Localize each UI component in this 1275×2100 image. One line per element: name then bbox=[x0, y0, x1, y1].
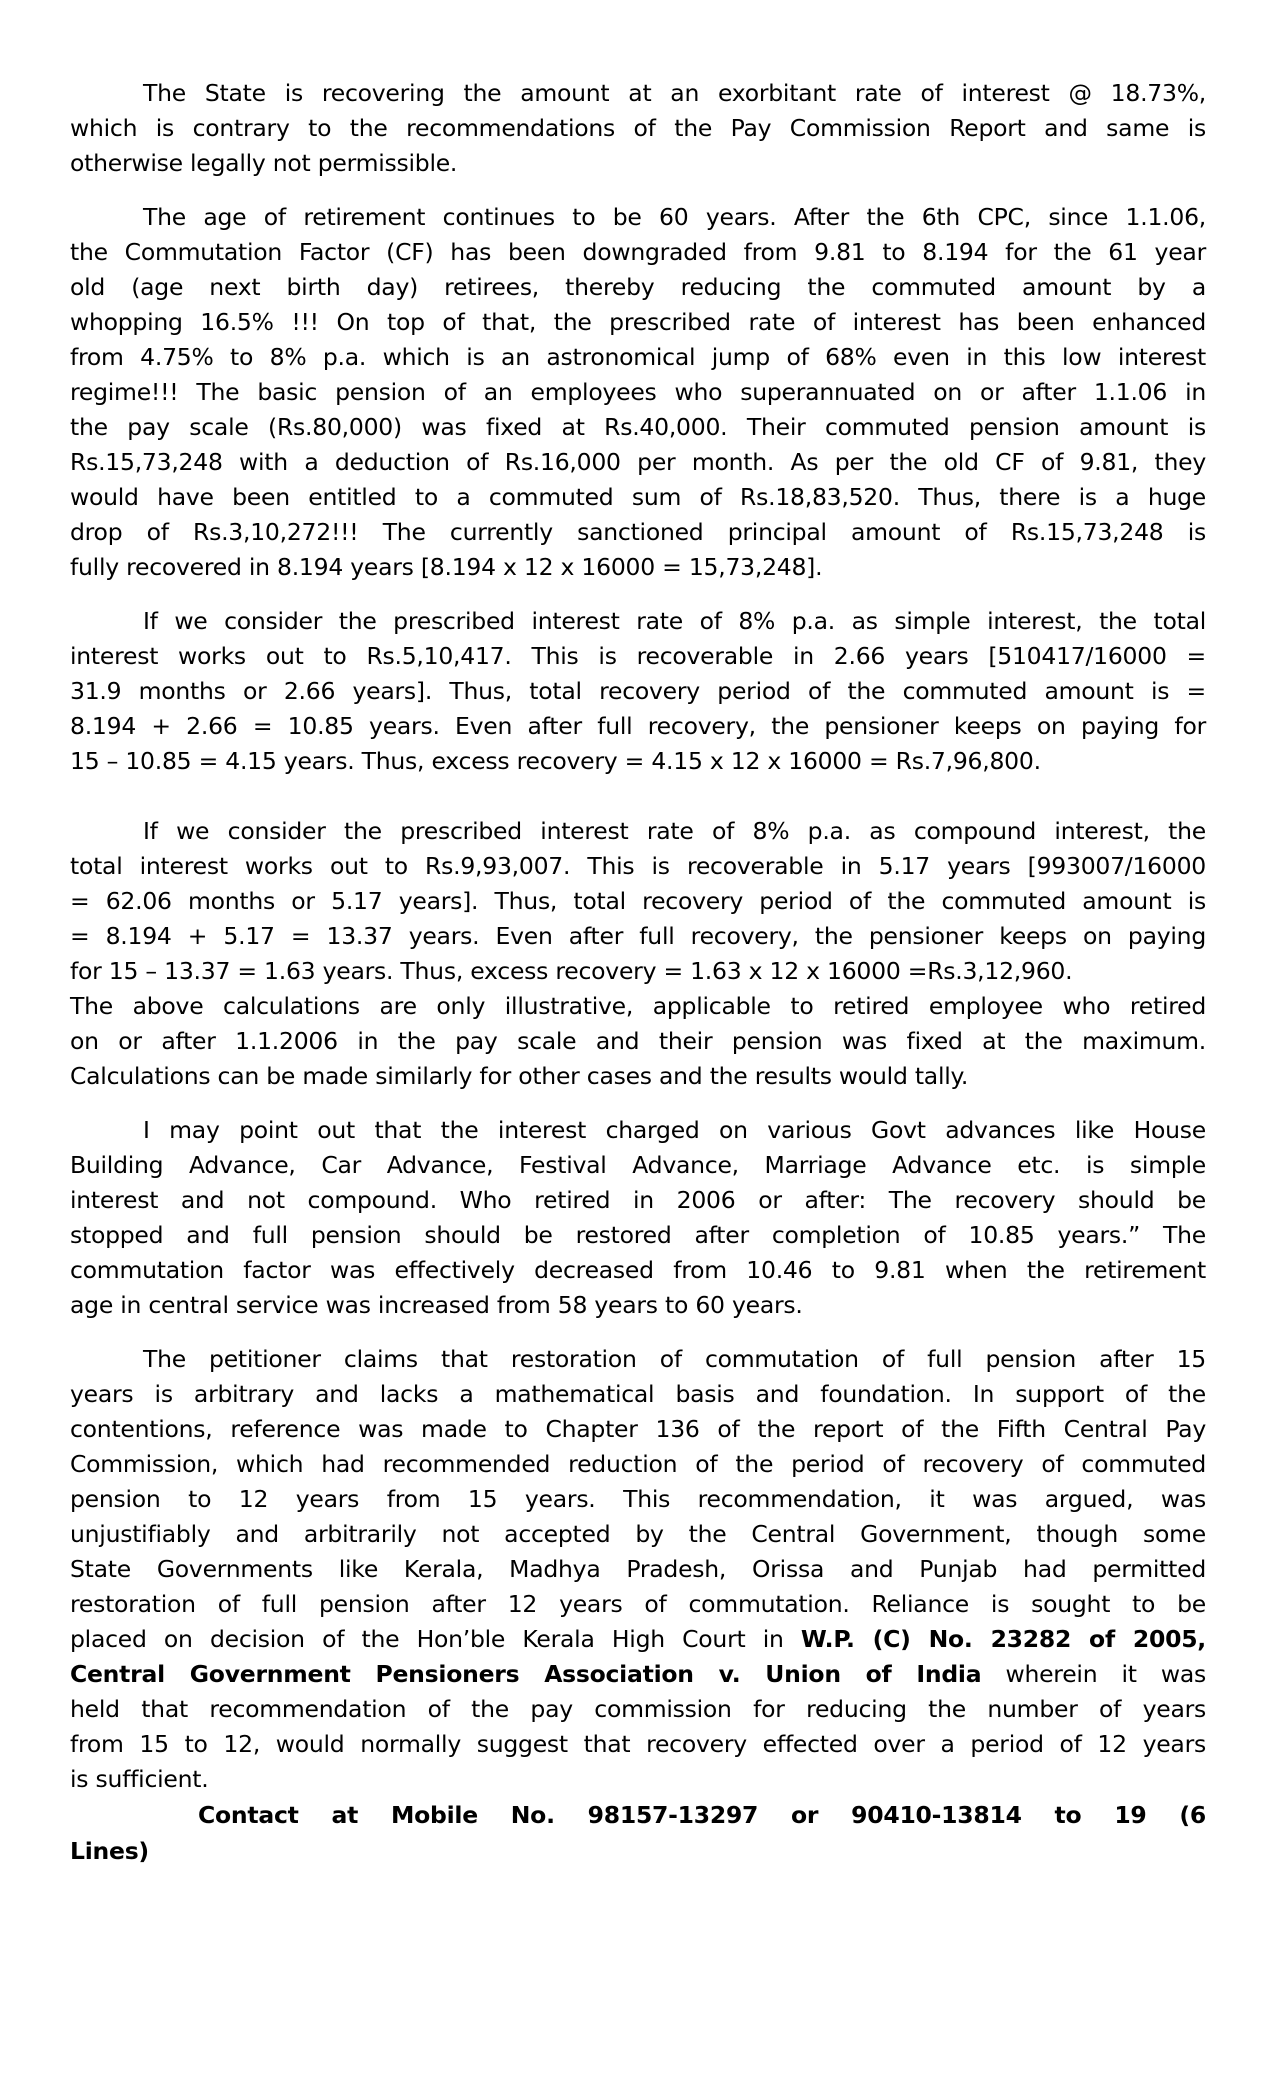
text-line: regime!!! The basic pension of an employees who superannuated on or after 1.1.06 in bbox=[70, 378, 1206, 406]
paragraph-simple-interest bbox=[70, 604, 1206, 779]
paragraph-govt-advances bbox=[70, 1113, 1206, 1323]
text-line: State Governments like Kerala, Madhya Pradesh, Orissa and Punjab had permitted bbox=[70, 1555, 1206, 1583]
text-line: fully recovered in 8.194 years [8.194 x 12 x 16000 = 15,73,248]. bbox=[70, 553, 823, 581]
text-line: from 4.75% to 8% p.a. which is an astronomical jump of 68% even in this low interest bbox=[70, 343, 1206, 371]
case-citation-title: Central Government Pensioners Association v. Union of India bbox=[70, 1660, 982, 1688]
text-line: otherwise legally not permissible. bbox=[70, 149, 458, 177]
text-line: Rs.15,73,248 with a deduction of Rs.16,000 per month. As per the old CF of 9.81, they bbox=[70, 448, 1206, 476]
text-line: The above calculations are only illustrative, applicable to retired employee who retired bbox=[70, 992, 1206, 1020]
text-line: total interest works out to Rs.9,93,007. This is recoverable in 5.17 years [993007/16000 bbox=[70, 852, 1206, 880]
text-line: is sufficient. bbox=[70, 1765, 209, 1793]
text-line: Calculations can be made similarly for other cases and the results would tally. bbox=[70, 1062, 969, 1090]
text-line: Commission, which had recommended reduction of the period of recovery of commuted bbox=[70, 1450, 1206, 1478]
text-line: pension to 12 years from 15 years. This recommendation, it was argued, was bbox=[70, 1485, 1206, 1513]
text-line: = 8.194 + 5.17 = 13.37 years. Even after full recovery, the pensioner keeps on paying bbox=[70, 922, 1206, 950]
text-line: from 15 to 12, would normally suggest that recovery effected over a period of 12 years bbox=[70, 1730, 1206, 1758]
text-line: whopping 16.5% !!! On top of that, the prescribed rate of interest has been enhanced bbox=[70, 308, 1206, 336]
text-line: The State is recovering the amount at an exorbitant rate of interest @ 18.73%, bbox=[143, 79, 1206, 107]
text-line: old (age next birth day) retirees, thereby reducing the commuted amount by a bbox=[70, 273, 1206, 301]
text-line: age in central service was increased from 58 years to 60 years. bbox=[70, 1291, 803, 1319]
text-line: commutation factor was effectively decreased from 10.46 to 9.81 when the retirement bbox=[70, 1256, 1206, 1284]
paragraph-petitioner-claims bbox=[70, 1342, 1206, 1797]
paragraph-interest-rate bbox=[70, 76, 1206, 181]
text-line: on or after 1.1.2006 in the pay scale and their pension was fixed at the maximum. bbox=[70, 1027, 1206, 1055]
citation-outro: wherein it was bbox=[981, 1660, 1206, 1688]
text-line: contentions, reference was made to Chapter 136 of the report of the Fifth Central Pay bbox=[70, 1415, 1206, 1443]
contact-line: Contact at Mobile No. 98157-13297 or 90410-13814 to 19 (6 bbox=[198, 1801, 1206, 1829]
citation-intro: placed on decision of the Hon’ble Kerala High Court in bbox=[70, 1625, 801, 1653]
text-line: 15 – 10.85 = 4.15 years. Thus, excess recovery = 4.15 x 12 x 16000 = Rs.7,96,800. bbox=[70, 747, 1041, 775]
text-line: The age of retirement continues to be 60 years. After the 6th CPC, since 1.1.06, bbox=[143, 203, 1206, 231]
case-citation-number: W.P. (C) No. 23282 of 2005, bbox=[800, 1625, 1206, 1653]
text-line: the pay scale (Rs.80,000) was fixed at Rs.40,000. Their commuted pension amount is bbox=[70, 413, 1206, 441]
text-line bbox=[70, 1657, 1206, 1692]
text-line: held that recommendation of the pay commission for reducing the number of years bbox=[70, 1695, 1206, 1723]
text-line: Building Advance, Car Advance, Festival Advance, Marriage Advance etc. is simple bbox=[70, 1151, 1206, 1179]
paragraph-compound-interest bbox=[70, 814, 1206, 1094]
text-line bbox=[70, 1622, 1206, 1657]
text-line: which is contrary to the recommendations of the Pay Commission Report and same is bbox=[70, 114, 1206, 142]
contact-info bbox=[70, 1797, 1206, 1869]
text-line: interest works out to Rs.5,10,417. This is recoverable in 2.66 years [510417/16000 = bbox=[70, 642, 1206, 670]
text-line: drop of Rs.3,10,272!!! The currently sanctioned principal amount of Rs.15,73,248 is bbox=[70, 518, 1206, 546]
paragraph-commutation-factor bbox=[70, 200, 1206, 585]
text-line: restoration of full pension after 12 years of commutation. Reliance is sought to be bbox=[70, 1590, 1206, 1618]
text-line: stopped and full pension should be restored after completion of 10.85 years.” The bbox=[70, 1221, 1206, 1249]
text-line: I may point out that the interest charged on various Govt advances like House bbox=[143, 1116, 1206, 1144]
text-line: The petitioner claims that restoration of commutation of full pension after 15 bbox=[143, 1345, 1206, 1373]
contact-line: Lines) bbox=[70, 1837, 149, 1865]
text-line: for 15 – 13.37 = 1.63 years. Thus, excess recovery = 1.63 x 12 x 16000 =Rs.3,12,960. bbox=[70, 957, 1073, 985]
text-line: If we consider the prescribed interest rate of 8% p.a. as simple interest, the total bbox=[143, 607, 1206, 635]
text-line: 8.194 + 2.66 = 10.85 years. Even after full recovery, the pensioner keeps on paying for bbox=[70, 712, 1206, 740]
text-line: 31.9 months or 2.66 years]. Thus, total recovery period of the commuted amount is = bbox=[70, 677, 1206, 705]
text-line: If we consider the prescribed interest rate of 8% p.a. as compound interest, the bbox=[143, 817, 1206, 845]
text-line: would have been entitled to a commuted sum of Rs.18,83,520. Thus, there is a huge bbox=[70, 483, 1206, 511]
text-line: the Commutation Factor (CF) has been downgraded from 9.81 to 8.194 for the 61 year bbox=[70, 238, 1206, 266]
text-line: unjustifiably and arbitrarily not accepted by the Central Government, though some bbox=[70, 1520, 1206, 1548]
document-page bbox=[70, 76, 1206, 1869]
text-line: interest and not compound. Who retired in 2006 or after: The recovery should be bbox=[70, 1186, 1206, 1214]
text-line: = 62.06 months or 5.17 years]. Thus, total recovery period of the commuted amount is bbox=[70, 887, 1206, 915]
text-line: years is arbitrary and lacks a mathematical basis and foundation. In support of the bbox=[70, 1380, 1206, 1408]
